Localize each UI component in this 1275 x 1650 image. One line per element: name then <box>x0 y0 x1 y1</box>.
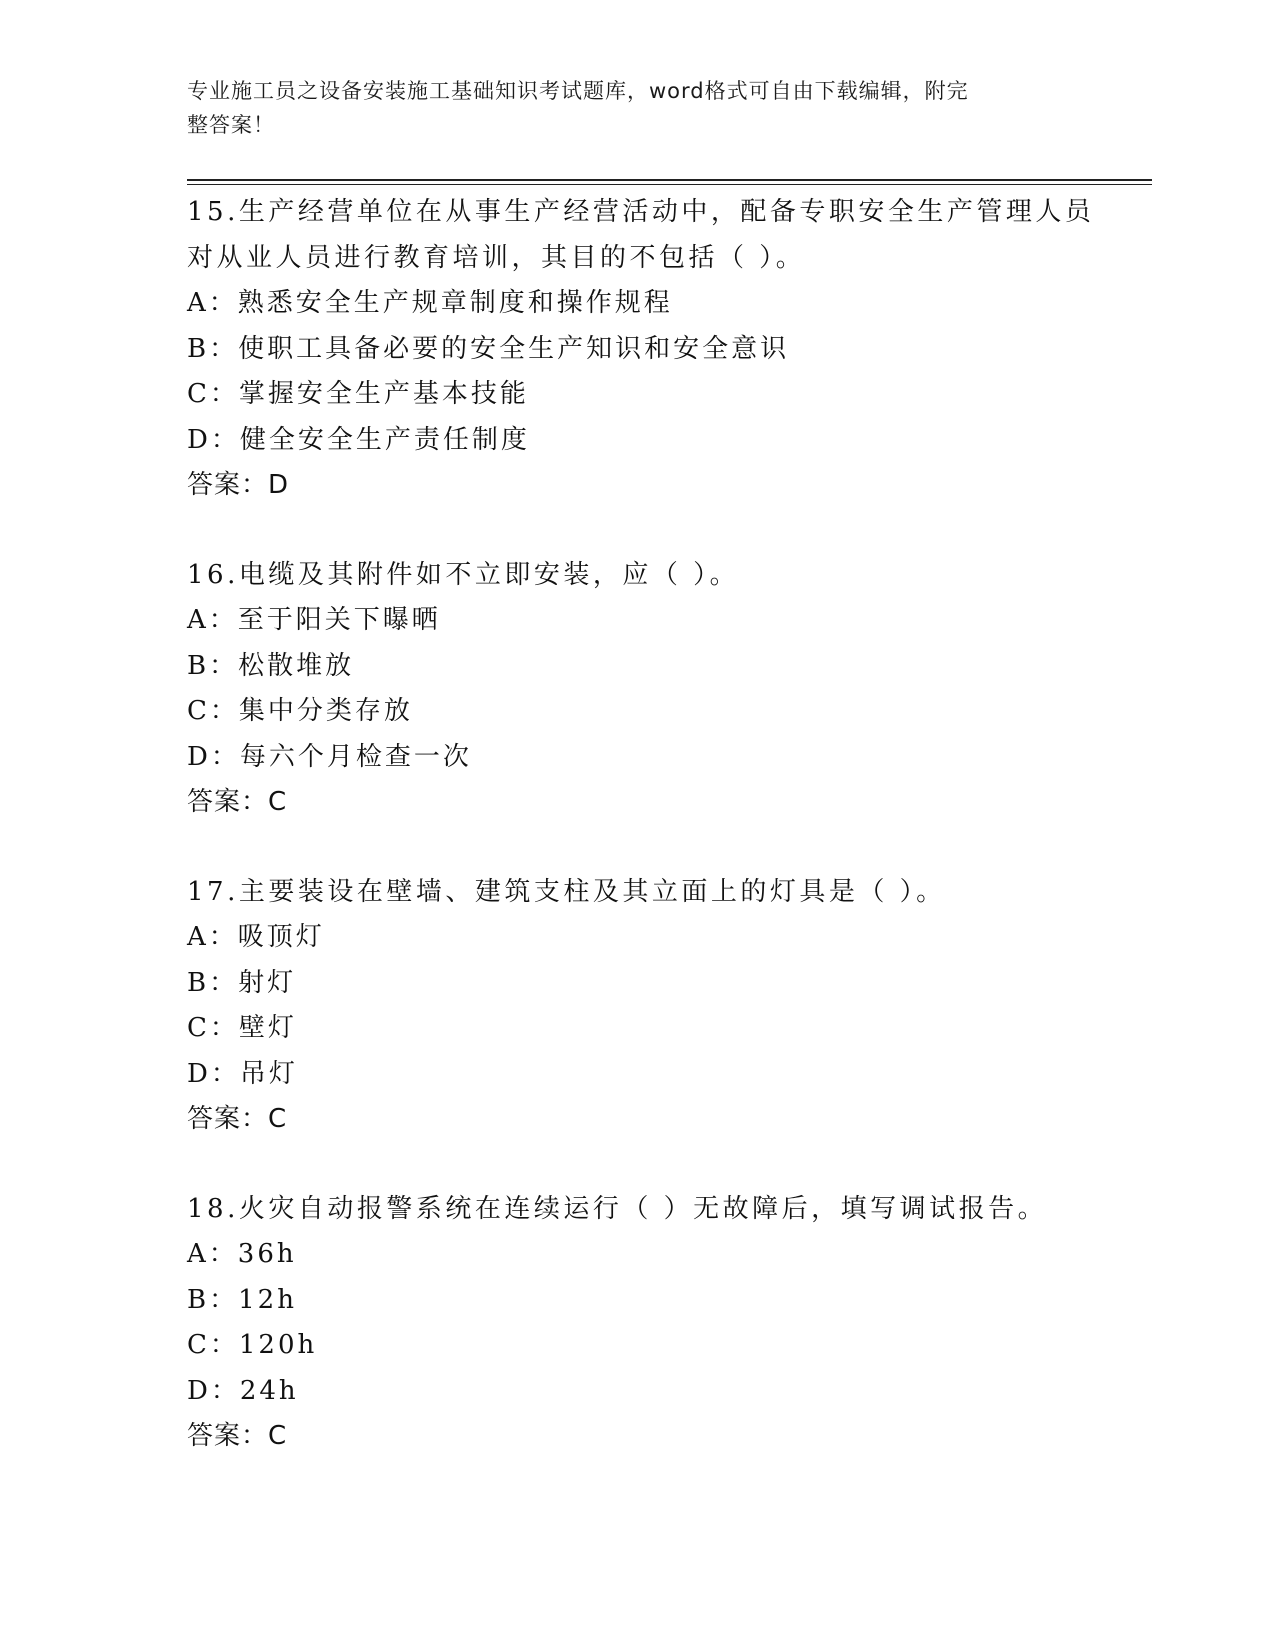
option-b: B：使职工具备必要的安全生产知识和安全意识 <box>187 333 790 364</box>
question-16 <box>187 553 1107 826</box>
question-15 <box>187 190 1107 509</box>
header-line-1: 专业施工员之设备安装施工基础知识考试题库，word格式可自由下载编辑，附完 <box>187 79 969 103</box>
header-divider-thin <box>187 184 1152 185</box>
header-divider-thick <box>187 179 1152 181</box>
option-d: D：吊灯 <box>187 1058 298 1089</box>
option-a: A：至于阳关下曝晒 <box>187 605 441 635</box>
answer-line: 答案：C <box>187 1421 288 1451</box>
option-b: B：射灯 <box>187 967 297 998</box>
option-b: B：12h <box>187 1284 297 1315</box>
option-a: A：吸顶灯 <box>187 922 325 952</box>
question-stem-line: 对从业人员进行教育培训，其目的不包括（ ）。 <box>187 242 806 273</box>
option-a: A：36h <box>187 1239 297 1269</box>
option-a: A：熟悉安全生产规章制度和操作规程 <box>187 288 673 318</box>
answer-line: 答案：C <box>187 787 288 817</box>
question-18 <box>187 1187 1107 1460</box>
question-stem-line: 15.生产经营单位在从事生产经营活动中，配备专职安全生产管理人员 <box>187 197 1095 227</box>
question-list <box>187 190 1107 1504</box>
option-b: B：松散堆放 <box>187 650 355 681</box>
header-line-2: 整答案！ <box>187 113 275 137</box>
answer-line: 答案：C <box>187 1104 288 1134</box>
option-c: C：120h <box>187 1330 318 1360</box>
document-header <box>187 74 1067 142</box>
question-17 <box>187 870 1107 1143</box>
option-d: D：健全安全生产责任制度 <box>187 424 530 455</box>
option-d: D：24h <box>187 1375 299 1406</box>
option-d: D：每六个月检查一次 <box>187 741 472 772</box>
question-stem-line: 17.主要装设在壁墙、建筑支柱及其立面上的灯具是（ ）。 <box>187 876 946 907</box>
option-c: C：集中分类存放 <box>187 696 413 726</box>
option-c: C：壁灯 <box>187 1013 297 1043</box>
question-stem-line: 16.电缆及其附件如不立即安装，应（ ）。 <box>187 559 740 590</box>
answer-line: 答案：D <box>187 470 290 500</box>
option-c: C：掌握安全生产基本技能 <box>187 379 529 409</box>
question-stem-line: 18.火灾自动报警系统在连续运行（ ）无故障后，填写调试报告。 <box>187 1193 1048 1224</box>
